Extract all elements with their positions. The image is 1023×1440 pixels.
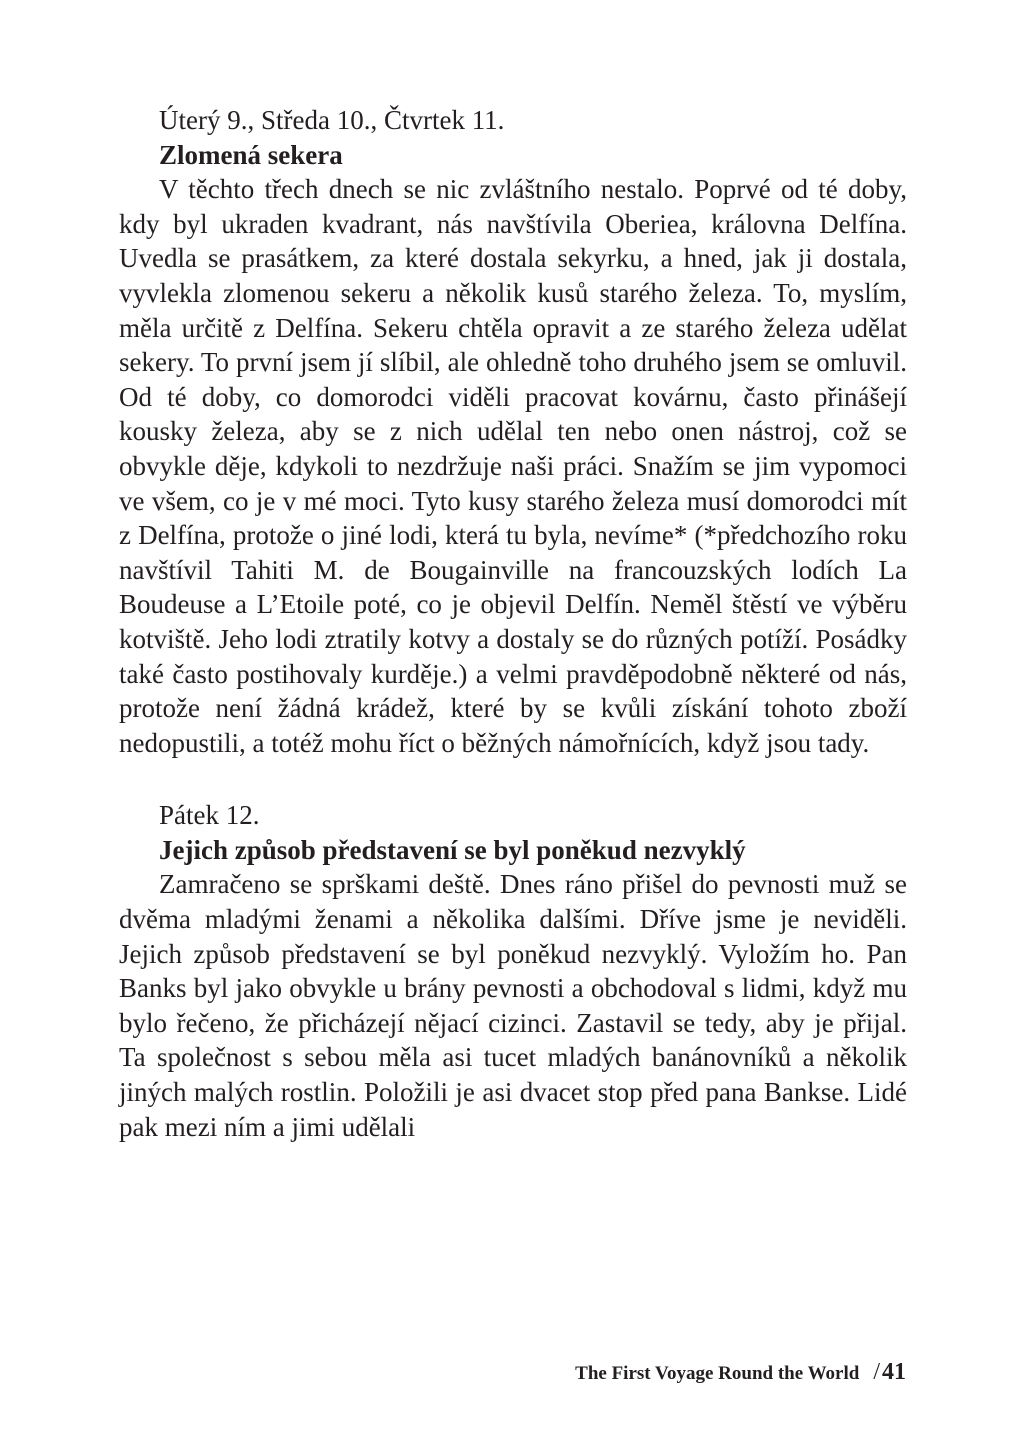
entry-date: Pátek 12. xyxy=(159,800,260,831)
diary-section-1 xyxy=(119,103,907,760)
entry-heading: Jejich způsob představení se byl poněkud nezvyklý xyxy=(159,834,746,865)
page-content xyxy=(119,103,907,1144)
entry-body: V těchto třech dnech se nic zvláštního nestalo. Poprvé od té doby, kdy byl ukraden kvadrant, nás navštívila Oberiea, královna Delfína. Uvedla se prasátkem, za které dostala sekyrku, a hned, jak ji dostala, vyvlekla zlomenou sekeru a několik kusů starého železa. To, myslím, měla určitě z Delfína. Sekeru chtěla opravit a ze starého železa udělat sekery. To první jsem jí slíbil, ale ohledně toho druhého jsem se omluvil. Od té doby, co domorodci viděli pracovat kovárnu, často přinášejí kousky železa, aby se z nich udělal ten nebo onen nástroj, což se obvykle děje, kdykoli to nezdržuje naši práci. Snažím se jim vypomoci ve všem, co je v mé moci. Tyto kusy starého železa musí domorodci mít z Delfína, protože o jiné lodi, která tu byla, nevíme* (*předchozího roku navštívil Tahiti M. de Bougainville na francouzských lodích La Boudeuse a L’Etoile poté, co je objevil Delfín. Neměl štěstí ve výběru kotviště. Jeho lodi ztratily kotvy a dostaly se do různých potíží. Posádky také často postihovaly kurděje.) a velmi pravděpodobně některé od nás, protože není žádná krádež, které by se kvůli získání tohoto zboží nedopustili, a totéž mohu říct o běžných námořnících, když jsou tady. xyxy=(119,174,907,758)
entry-date: Úterý 9., Středa 10., Čtvrtek 11. xyxy=(159,105,505,135)
running-title: The First Voyage Round the World xyxy=(575,1363,860,1384)
entry-body: Zamračeno se sprškami deště. Dnes ráno přišel do pevnosti muž se dvěma mladými ženami a několika dalšími. Dříve jsme je neviděli. Jejich způsob představení se byl poněkud nezvyklý. Vyložím ho. Pan Banks byl jako obvykle u brány pevnosti a obchodoval s lidmi, když mu bylo řečeno, že přicházejí nějací cizinci. Zastavil se tedy, aby je přijal. Ta společnost s sebou měla asi tucet mladých banánovníků a několik jiných malých rostlin. Položili je asi dvacet stop před pana Bankse. Lidé pak mezi ním a jimi udělali xyxy=(119,869,907,1142)
diary-section-2 xyxy=(119,798,907,1144)
section-spacer xyxy=(119,760,907,798)
entry-heading: Zlomená sekera xyxy=(159,139,343,170)
footer-separator: / xyxy=(873,1359,880,1385)
page-number: 41 xyxy=(882,1359,906,1385)
page-footer xyxy=(575,1359,906,1386)
